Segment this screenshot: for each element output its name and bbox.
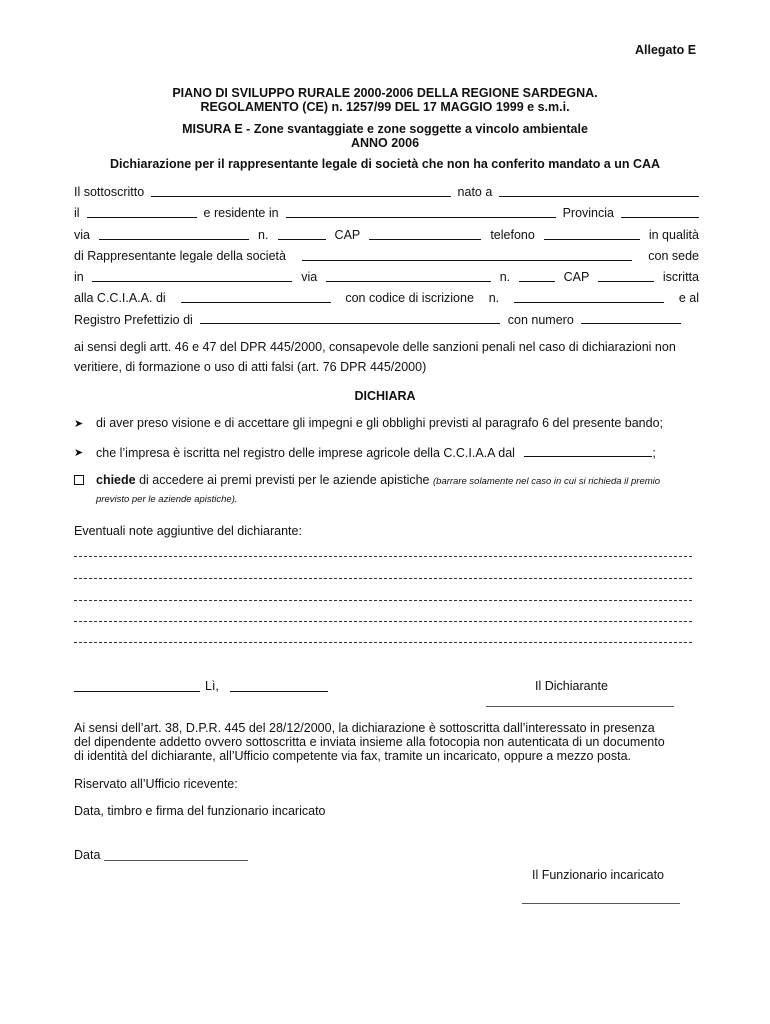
form-row-7 bbox=[74, 312, 681, 327]
residente-label: e residente in bbox=[203, 206, 279, 220]
iscritta-label: iscritta bbox=[662, 270, 699, 284]
dichiara-item-3-text: di accedere ai premi previsti per le aziende apistiche bbox=[135, 473, 430, 487]
sede-cap-field[interactable] bbox=[598, 270, 654, 282]
riservato-label: Riservato all’Ufficio ricevente: bbox=[74, 777, 238, 791]
luogo-field[interactable] bbox=[74, 691, 200, 692]
n-label: n. bbox=[258, 228, 269, 242]
note-label: Eventuali note aggiuntive del dichiarante: bbox=[74, 524, 302, 538]
sede-comune-field[interactable] bbox=[92, 270, 292, 282]
note-line-2[interactable] bbox=[74, 578, 692, 579]
via-field[interactable] bbox=[99, 228, 249, 240]
dichiara-heading: DICHIARA bbox=[354, 389, 416, 403]
dichiarazione-title: Dichiarazione per il rappresentante legale di società che non ha conferito mandato a un CAA bbox=[109, 157, 661, 171]
apistiche-checkbox[interactable] bbox=[74, 475, 84, 485]
dichiara-item-3 bbox=[96, 473, 660, 487]
form-row-4 bbox=[74, 249, 699, 263]
data-label: Data bbox=[74, 848, 101, 862]
cciaa-label: alla C.C.I.A.A. di bbox=[74, 291, 166, 305]
cciaa-field[interactable] bbox=[181, 291, 331, 303]
legal-line-3: di identità del dichiarante, all’Ufficio competente via fax, tramite un incaricato, oppure a mezzo posta. bbox=[74, 749, 632, 763]
telefono-field[interactable] bbox=[544, 228, 640, 240]
numero-civico-field[interactable] bbox=[278, 228, 326, 240]
provincia-label: Provincia bbox=[562, 206, 614, 220]
title-line-1: PIANO DI SVILUPPO RURALE 2000-2006 DELLA REGIONE SARDEGNA. bbox=[172, 86, 598, 100]
sede-n-label: n. bbox=[499, 270, 511, 284]
con-numero-label: con numero bbox=[507, 313, 574, 327]
iscrizione-data-field[interactable] bbox=[524, 445, 652, 457]
form-row-2 bbox=[74, 206, 699, 220]
firma-dichiarante-field[interactable] bbox=[486, 706, 674, 707]
arrow-bullet-icon: ➤ bbox=[74, 418, 84, 430]
rappresentante-label: di Rappresentante legale della società bbox=[74, 249, 286, 263]
anno-title: ANNO 2006 bbox=[350, 136, 420, 150]
note-line-3[interactable] bbox=[74, 600, 692, 601]
title-line-2: REGOLAMENTO (CE) n. 1257/99 DEL 17 MAGGIO 1999 e s.m.i. bbox=[200, 100, 570, 114]
con-numero-field[interactable] bbox=[581, 312, 681, 324]
e-al-label: e al bbox=[678, 291, 699, 305]
provincia-field[interactable] bbox=[621, 206, 699, 218]
checkbox-row bbox=[74, 472, 90, 486]
dichiara-item-2-text: che l’impresa è iscritta nel registro delle imprese agricole della C.C.I.A.A dal bbox=[96, 446, 515, 460]
dichiara-item-2 bbox=[96, 445, 656, 460]
allegato-label: Allegato E bbox=[635, 43, 697, 57]
legal-line-2: del dipendente addetto ovvero sottoscritta e inviata insieme alla fotocopia non autenticata di un documento bbox=[74, 735, 665, 749]
note-line-4[interactable] bbox=[74, 621, 692, 622]
sede-cap-label: CAP bbox=[563, 270, 590, 284]
form-row-1 bbox=[74, 185, 699, 199]
misura-title: MISURA E - Zone svantaggiate e zone soggette a vincolo ambientale bbox=[182, 122, 588, 136]
chiede-label: chiede bbox=[96, 473, 136, 487]
dichiarante-label: Il Dichiarante bbox=[535, 679, 608, 693]
form-row-6 bbox=[74, 291, 699, 305]
note-line-5[interactable] bbox=[74, 642, 692, 643]
legal-line-1: Ai sensi dell’art. 38, D.P.R. 445 del 28/12/2000, la dichiarazione è sottoscritta dall’interessato in presenza bbox=[74, 721, 655, 735]
codice-iscrizione-field[interactable] bbox=[514, 291, 664, 303]
registro-field[interactable] bbox=[200, 312, 500, 324]
cap-label: CAP bbox=[334, 228, 361, 242]
residenza-field[interactable] bbox=[286, 206, 556, 218]
ai-sensi-line-2: veritiere, di formazione o uso di atti falsi (art. 76 DPR 445/2000) bbox=[74, 360, 427, 374]
sede-via-field[interactable] bbox=[326, 270, 491, 282]
firma-funzionario-field[interactable] bbox=[522, 903, 680, 904]
data-firma-field[interactable] bbox=[230, 691, 328, 692]
form-row-5 bbox=[74, 270, 699, 284]
dichiara-item-1: di aver preso visione e di accettare gli impegni e gli obblighi previsti al paragrafo 6 del presente bando; bbox=[96, 416, 664, 430]
arrow-bullet-icon: ➤ bbox=[74, 447, 84, 459]
nato-a-field[interactable] bbox=[499, 185, 699, 197]
sede-numero-field[interactable] bbox=[519, 270, 555, 282]
funzionario-label: Il Funzionario incaricato bbox=[532, 868, 665, 882]
registro-label: Registro Prefettizio di bbox=[74, 313, 193, 327]
telefono-label: telefono bbox=[490, 228, 535, 242]
il-label: il bbox=[74, 206, 80, 220]
dichiara-item-2-end: ; bbox=[652, 446, 656, 460]
nato-a-label: nato a bbox=[457, 185, 493, 199]
societa-field[interactable] bbox=[302, 249, 632, 261]
con-sede-label: con sede bbox=[648, 249, 699, 263]
ai-sensi-line-1: ai sensi degli artt. 46 e 47 del DPR 445/2000, consapevole delle sanzioni penali nel caso di dichiarazioni non bbox=[74, 340, 676, 354]
data-ufficio-field[interactable] bbox=[104, 860, 248, 861]
data-timbro-label: Data, timbro e firma del funzionario incaricato bbox=[74, 804, 326, 818]
form-row-3 bbox=[74, 228, 699, 242]
sottoscritto-label: Il sottoscritto bbox=[74, 185, 145, 199]
sottoscritto-field[interactable] bbox=[151, 185, 451, 197]
cap-field[interactable] bbox=[369, 228, 481, 240]
li-label: Lì, bbox=[205, 679, 219, 693]
data-nascita-field[interactable] bbox=[87, 206, 197, 218]
dichiara-item-3-note-2: previsto per le aziende apistiche). bbox=[96, 494, 238, 505]
sede-via-label: via bbox=[301, 270, 318, 284]
iscrizione-n-label: n. bbox=[488, 291, 500, 305]
note-line-1[interactable] bbox=[74, 556, 692, 557]
qualita-label: in qualità bbox=[648, 228, 699, 242]
dichiara-item-3-note-1: (barrare solamente nel caso in cui si richieda il premio bbox=[433, 476, 661, 487]
via-label: via bbox=[74, 228, 90, 242]
in-label: in bbox=[74, 270, 84, 284]
codice-iscrizione-label: con codice di iscrizione bbox=[345, 291, 474, 305]
